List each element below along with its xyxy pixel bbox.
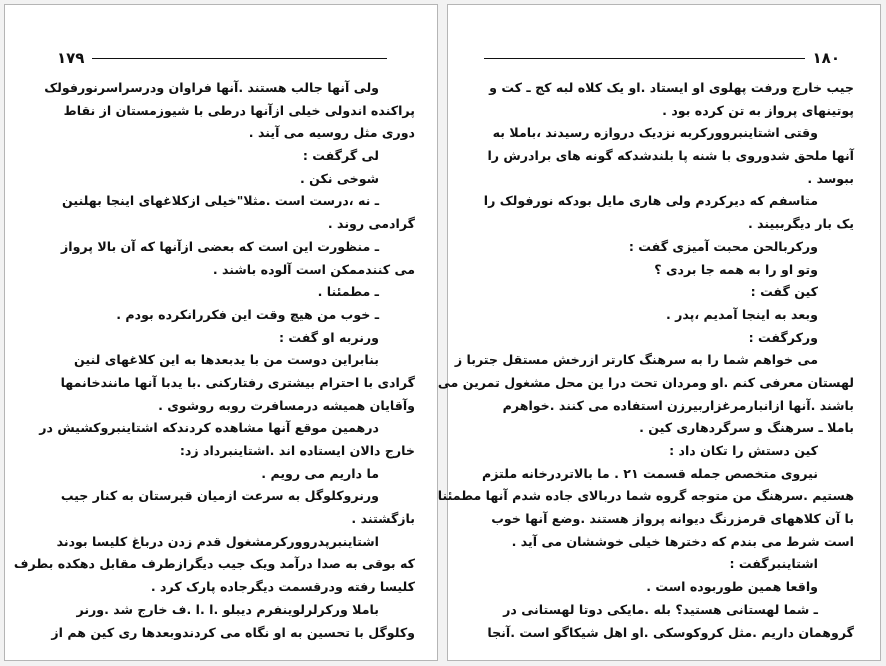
body-text [437,77,854,644]
text-line: اشتاینبرپدروورکرمشغول قدم زدن درباغ کلیسا بودند [56,533,379,549]
text-line: ـ خوب من هیچ وقت این فکررانکرده بودم . [116,306,379,322]
text-line: نیروی متخصص جمله قسمت ۲۱ . ما بالاتردرخانه ملتزم [481,465,818,481]
text-line: شوخی نکن . [299,170,379,186]
page-number: ١٧٩ [57,49,85,67]
text-line: جیب خارج ورفت پهلوی او ایستاد .او یک کلاه لبه کج ـ کت و [489,80,854,95]
text-line: ولی آنها جالب هستند .آنها فراوان ودرسراسرنورفولک [44,80,379,95]
text-line: دوری مثل روسیه می آیند . [248,125,415,141]
text-line: باشند .آنها ازانبارمرغزاربیرزن استفاده می کنند .خواهرم [502,397,854,413]
text-line: وآقایان همیشه درمسافرت روبه روشوی . [158,397,415,413]
text-line: می خواهم شما را به سرهنگ کارتر ازرخش مستقل جتربا ز [454,352,818,368]
page-number: ١٨٠ [812,49,840,67]
text-line: بنابراین دوست من با یدبعدها به این کلاغهای لنین [74,352,379,368]
text-line: وکلوگل با تحسین به او نگاه می کردندوبعدها ری کین هم از [51,624,415,640]
text-line: کین دستش را تکان داد : [669,443,818,458]
text-line: متاسفم که دیرکردم ولی هاری مایل بودکه نورفولک را [483,193,818,209]
text-line: وقتی اشتاینبروورکربه نزدیک دروازه رسیدند ،باملا به [492,125,818,141]
text-line: لهستان معرفی کنم .او ومردان تحت درا ین محل مشغول تمرین می [437,374,854,390]
right-page [437,4,881,661]
text-line: باملا ـ سرهنگ و سرگردهاری کین . [639,420,854,436]
text-line: باملا ورکرلرلوینفرم دیبلو .ا .ا .ف خارج شد .ورنر [76,601,379,617]
text-line: درهمین موقع آنها مشاهده کردندکه اشتاینبروکشیش در [39,420,379,436]
text-line: بازگشتند . [351,511,415,527]
text-line: با آن کلاههای قرمزرنگ دیوانه پرواز هستند .وضع آنها خوب [491,511,854,527]
text-line: ورنربه او گفت : [278,329,379,345]
text-line: ورکربالحن محبت آمیزی گفت : [628,238,818,254]
text-line: ورنروکلوگل به سرعت ازمیان قبرستان به کنار جیب [60,488,379,504]
text-line: که بوقی به صدا درآمد ویک جیب دیگرازطرف مقابل دهکده بطرف [13,556,415,572]
text-line: ـ نه ،درست است .مثلا"خیلی ازکلاغهای اینجا بهلنین [62,193,379,209]
text-line: گرادی با احترام بیشتری رفتارکنی .با یدبا آنها مانندخانمها [60,374,415,390]
text-line: اشتاینبرگفت : [729,556,818,572]
text-line: هستیم .سرهنگ من متوجه گروه شما دربالای جاده شدم آنها مطمئنا [437,488,854,504]
text-line: کین گفت : [750,284,818,300]
text-line: ـ شما لهستانی هستید؟ بله .مایکی دوتا لهستانی در [503,601,818,617]
text-line: گروهمان داریم .مثل کروکوسکی .او اهل شیکاگو است .آنجا [487,624,854,640]
text-line: است شرط می بندم که دخترها خیلی خوششان می آید . [511,533,854,549]
text-line: ببوسد . [807,170,854,186]
page-header [484,47,840,69]
text-line: ورکرگفت : [748,329,818,345]
header-rule [92,58,387,59]
text-line: ـ مطمئنا . [317,284,379,300]
text-line: پراکنده اندولی خیلی ازآنها درطی با شیوزمستان از نقاط [63,102,415,118]
left-page [4,4,438,661]
header-rule [484,58,805,59]
text-line: یک بار دیگرببیند . [747,216,854,232]
text-line: واقعا همین طوربوده است . [646,579,818,595]
body-text [13,77,415,644]
text-line: خارج دالان ایستاده اند .اشتاینبرداد زد: [179,443,415,458]
text-line: وتو او را به همه جا بردی ؟ [654,261,818,277]
text-line: وبعد به اینجا آمدیم ،پدر . [665,306,818,322]
page-header [57,47,387,69]
text-line: می کنندممکن است آلوده باشند . [212,261,415,277]
text-line: پوتینهای پرواز به تن کرده بود . [662,102,854,118]
text-line: ما داریم می رویم . [261,465,379,481]
text-line: ـ منظورت این است که بعضی ازآنها که آن بالا پرواز [61,238,379,254]
text-line: کلیسا رفته ودرقسمت دیگرجاده پارک کرد . [150,579,415,595]
text-line: لی گرگفت : [302,148,379,164]
text-line: گرادمی روند . [327,216,415,232]
text-line: آنها ملحق شدوروی با شنه پا بلندشدکه گونه های برادرش را [487,148,854,164]
